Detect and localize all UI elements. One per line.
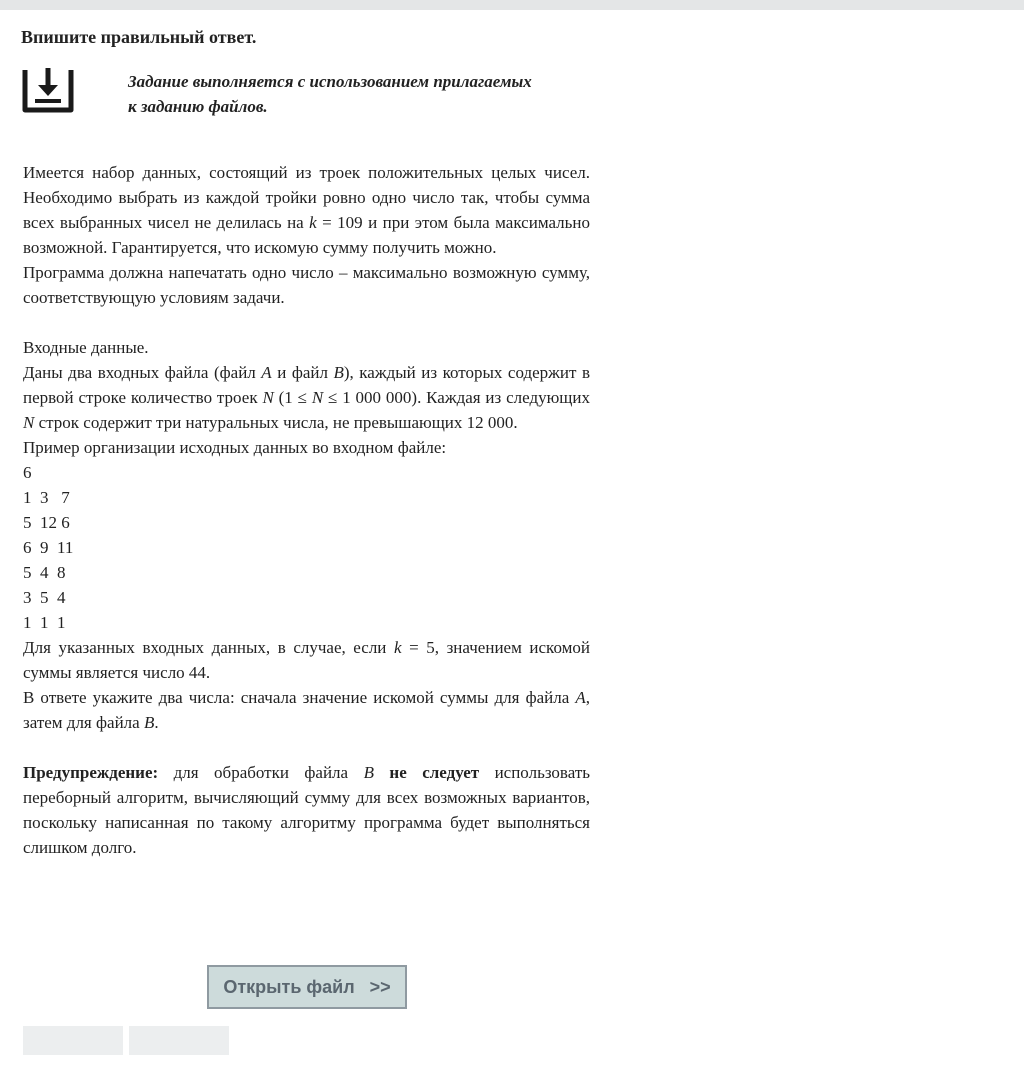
input-paragraph: Даны два входных файла (файл A и файл B), каждый из которых содержит в первой строке количество троек N (1 ≤ N ≤ 1 000 000). Каждая из следующих N строк содержит три натуральных числа, не превышающих 12 000. xyxy=(23,363,590,432)
example-line: 5 12 6 xyxy=(23,513,70,532)
file-b-var: B xyxy=(333,363,344,382)
instruction-heading: Впишите правильный ответ. xyxy=(21,27,257,47)
file-a-var: A xyxy=(261,363,272,382)
answer-paragraph: В ответе укажите два числа: сначала значение искомой суммы для файла A, затем для файла B. xyxy=(23,688,590,732)
n-variable: N xyxy=(262,388,274,407)
example-result-paragraph: Для указанных входных данных, в случае, если k = 5, значением искомой суммы является число 44. xyxy=(23,638,590,682)
warning-not: не следует xyxy=(389,763,480,782)
download-file-icon xyxy=(22,66,74,114)
file-note xyxy=(128,69,532,119)
intro-paragraph: Имеется набор данных, состоящий из троек положительных целых чисел. Необходимо выбрать из каждой тройки ровно одно число так, чтобы сумма всех выбранных чисел не делилась на k = 109 и при этом была максимально возможной. Гарантируется, что искомую сумму получить можно. xyxy=(23,163,590,257)
example-heading: Пример организации исходных данных во входном файле: xyxy=(23,438,447,457)
warning-label: Предупреждение: xyxy=(23,763,159,782)
example-line: 3 5 4 xyxy=(23,588,66,607)
k-variable: k xyxy=(309,213,317,232)
example-line: 1 3 7 xyxy=(23,488,70,507)
answer-field-a[interactable] xyxy=(23,1026,123,1055)
input-heading: Входные данные. xyxy=(23,338,149,357)
warning-paragraph: Предупреждение: для обработки файла B не следует использовать переборный алгоритм, вычисляющий сумму для всех возможных вариантов, поскольку написанная по такому алгоритму программа будет выполняться слишком долго. xyxy=(23,763,591,857)
top-bar xyxy=(0,0,1024,10)
open-file-button[interactable]: Открыть файл >> xyxy=(207,965,407,1009)
file-note-line2: к заданию файлов. xyxy=(128,97,268,116)
answer-field-b[interactable] xyxy=(129,1026,229,1055)
program-output-paragraph: Программа должна напечатать одно число – максимально возможную сумму, соответствующую условиям задачи. xyxy=(23,263,590,307)
example-line: 5 4 8 xyxy=(23,563,66,582)
task-text xyxy=(23,160,590,860)
example-line: 6 9 11 xyxy=(23,538,74,557)
file-note-line1: Задание выполняется с использованием прилагаемых xyxy=(128,72,532,91)
example-line: 6 xyxy=(23,463,32,482)
example-line: 1 1 1 xyxy=(23,613,66,632)
